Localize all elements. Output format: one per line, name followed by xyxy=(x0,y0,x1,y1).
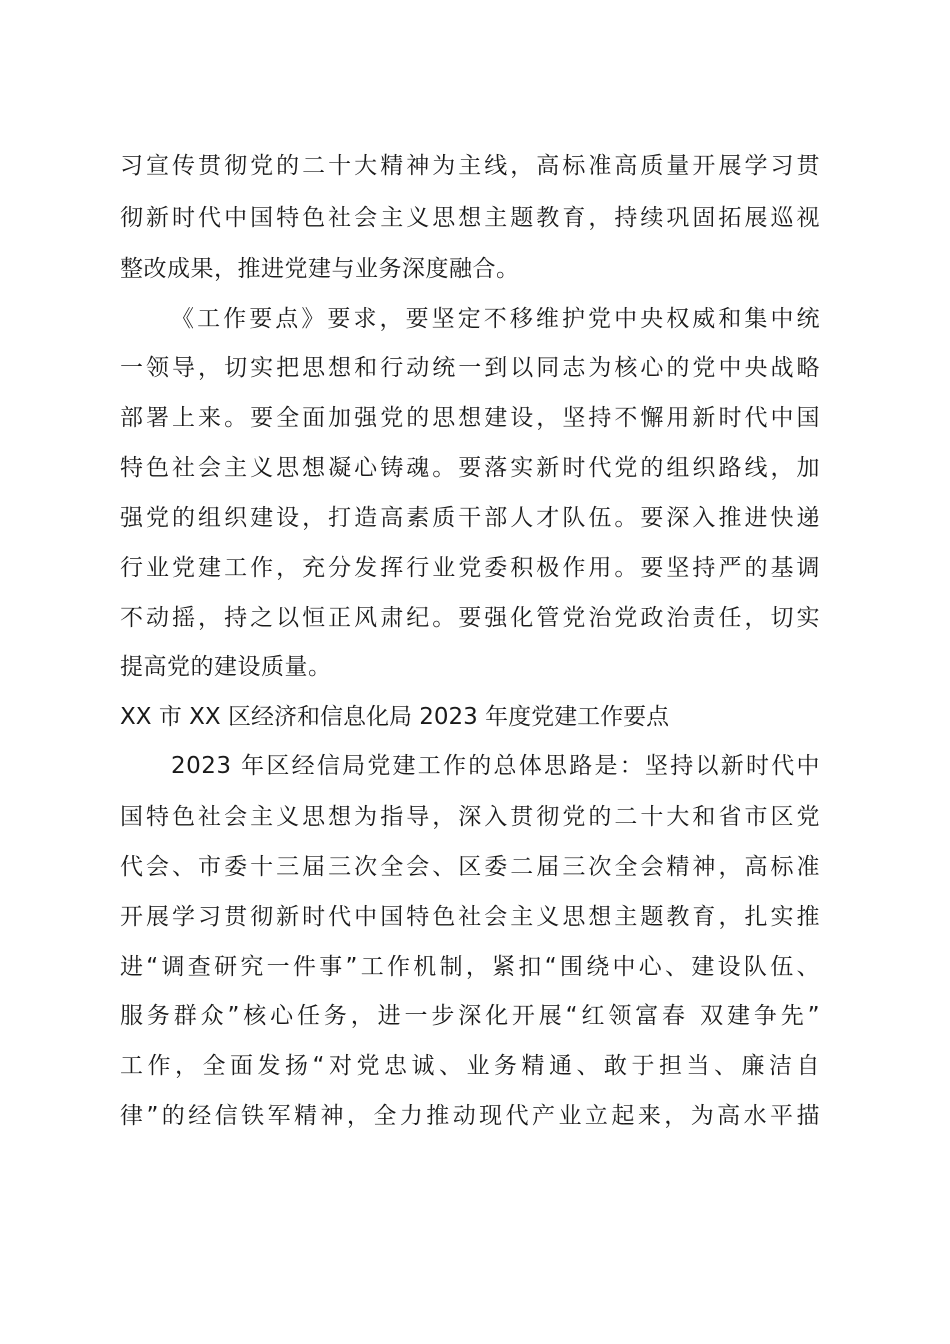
text-line: 2023 年区经信局党建工作的总体思路是：坚持以新时代中 xyxy=(171,753,820,779)
text-line: 《工作要点》要求，要坚定不移维护党中央权威和集中统 xyxy=(171,306,820,332)
text-line: 服务群众”核心任务，进一步深化开展“红领富春 双建争先” xyxy=(120,1003,820,1029)
text-line: 强党的组织建设，打造高素质干部人才队伍。要深入推进快递 xyxy=(120,505,820,531)
text-line: 开展学习贯彻新时代中国特色社会主义思想主题教育，扎实推 xyxy=(120,904,820,930)
text-line: 一领导，切实把思想和行动统一到以同志为核心的党中央战略 xyxy=(120,355,820,381)
text-line: 国特色社会主义思想为指导，深入贯彻党的二十大和省市区党 xyxy=(120,804,820,830)
text-line: 部署上来。要全面加强党的思想建设，坚持不懈用新时代中国 xyxy=(120,405,820,431)
section-heading: XX 市 XX 区经济和信息化局 2023 年度党建工作要点 xyxy=(120,704,670,730)
text-line: 特色社会主义思想凝心铸魂。要落实新时代党的组织路线，加 xyxy=(120,455,820,481)
text-line: 行业党建工作，充分发挥行业党委积极作用。要坚持严的基调 xyxy=(120,555,820,581)
text-line: 工作，全面发扬“对党忠诚、业务精通、敢于担当、廉洁自 xyxy=(120,1053,820,1079)
text-line: 律”的经信铁军精神，全力推动现代产业立起来，为高水平描 xyxy=(120,1103,820,1129)
text-line: 进“调查研究一件事”工作机制，紧扣“围绕中心、建设队伍、 xyxy=(120,954,820,980)
text-line: 不动摇，持之以恒正风肃纪。要强化管党治党政治责任，切实 xyxy=(120,605,820,631)
text-line: 提高党的建设质量。 xyxy=(120,654,332,680)
text-line: 习宣传贯彻党的二十大精神为主线，高标准高质量开展学习贯 xyxy=(120,153,820,179)
text-line: 彻新时代中国特色社会主义思想主题教育，持续巩固拓展巡视 xyxy=(120,205,820,231)
text-line: 代会、市委十三届三次全会、区委二届三次全会精神，高标准 xyxy=(120,854,820,880)
text-line: 整改成果，推进党建与业务深度融合。 xyxy=(120,256,520,282)
